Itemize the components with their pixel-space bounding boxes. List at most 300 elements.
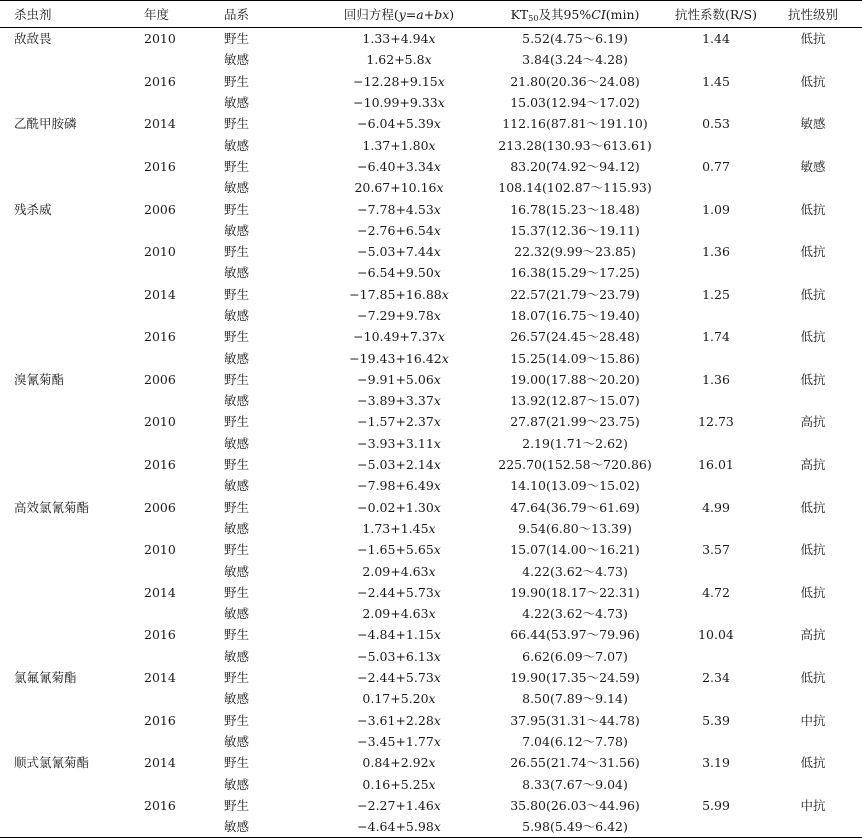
cell-level: 低抗	[800, 371, 826, 387]
cell-kt50: 15.37(12.36～19.11)	[510, 222, 640, 238]
cell-kt50: 4.22(3.62～4.73)	[522, 606, 628, 622]
cell-strain: 敏感	[224, 563, 250, 579]
cell-level: 敏感	[800, 158, 826, 174]
equation-variable: x	[433, 478, 441, 494]
cell-kt50: 15.03(12.94～17.02)	[510, 95, 640, 111]
equation-variable: x	[437, 329, 445, 345]
table-row	[0, 28, 862, 50]
cell-ratio	[668, 816, 764, 838]
cell-insecticide	[0, 731, 132, 752]
cell-ratio: 0.53	[702, 116, 730, 132]
cell-level	[764, 518, 862, 539]
cell-ratio: 12.73	[698, 414, 734, 430]
cell-insecticide	[0, 347, 132, 368]
cell-year: 2010	[144, 414, 176, 430]
cell-strain: 野生	[224, 244, 250, 260]
cell-year: 2016	[144, 712, 176, 728]
equation-variable: x	[433, 244, 441, 260]
cell-strain: 野生	[224, 116, 250, 132]
equation-value: −7.98+6.49	[357, 478, 434, 494]
cell-kt50: 2.19(1.71～2.62)	[522, 435, 628, 451]
cell-level	[764, 347, 862, 368]
cell-kt50: 16.38(15.29～17.25)	[510, 265, 640, 281]
cell-ratio	[668, 347, 764, 368]
cell-kt50: 16.78(15.23～18.48)	[510, 201, 640, 217]
cell-kt50: 112.16(87.81～191.10)	[502, 116, 648, 132]
header-level: 抗性级别	[764, 1, 862, 28]
cell-equation	[316, 475, 482, 496]
cell-kt50: 18.07(16.75～19.40)	[510, 308, 640, 323]
cell-kt50: 21.80(20.36～24.08)	[510, 73, 640, 89]
table-row	[0, 667, 862, 688]
header-strain: 品系	[206, 1, 316, 28]
cell-kt50: 19.90(18.17～22.31)	[510, 584, 640, 600]
cell-equation	[316, 28, 482, 50]
cell-ratio: 5.99	[702, 797, 730, 813]
cell-equation	[316, 752, 482, 773]
table-row	[0, 134, 862, 155]
equation-value: −3.93+3.11	[357, 435, 434, 451]
table-row	[0, 752, 862, 773]
cell-level: 高抗	[800, 414, 826, 430]
cell-year: 2006	[144, 201, 176, 217]
cell-ratio	[668, 518, 764, 539]
cell-equation	[316, 646, 482, 667]
equation-value: −5.03+7.44	[357, 244, 434, 260]
equation-variable: x	[433, 670, 441, 686]
header-kt50	[482, 1, 668, 28]
header-row	[0, 1, 862, 28]
equation-value: −3.45+1.77	[357, 733, 434, 749]
cell-kt50: 15.25(14.09～15.86)	[510, 350, 640, 366]
table-row	[0, 369, 862, 390]
cell-kt50: 19.90(17.35～24.59)	[510, 670, 640, 686]
cell-ratio: 1.44	[702, 31, 730, 47]
equation-value: −17.85+16.88	[349, 286, 442, 302]
cell-year: 2014	[144, 286, 176, 302]
cell-level	[764, 262, 862, 283]
cell-strain: 野生	[224, 797, 250, 813]
cell-strain: 野生	[224, 499, 250, 515]
table-row	[0, 454, 862, 475]
cell-ratio: 1.25	[702, 286, 730, 302]
cell-ratio: 3.57	[702, 542, 730, 558]
equation-variable: x	[428, 563, 436, 579]
cell-level	[764, 688, 862, 709]
cell-equation	[316, 262, 482, 283]
cell-kt50: 13.92(12.87～15.07)	[510, 393, 640, 409]
cell-strain: 野生	[224, 286, 250, 302]
cell-level: 高抗	[800, 627, 826, 643]
cell-level: 低抗	[800, 286, 826, 302]
cell-insecticide	[0, 560, 132, 581]
equation-variable: x	[441, 350, 449, 366]
cell-strain: 野生	[224, 670, 250, 686]
cell-year: 2010	[144, 542, 176, 558]
equation-value: −19.43+16.42	[349, 350, 442, 366]
cell-strain: 敏感	[224, 520, 250, 536]
cell-insecticide	[0, 710, 132, 731]
table-row	[0, 603, 862, 624]
cell-year	[132, 560, 206, 581]
equation-value: −2.44+5.73	[357, 584, 434, 600]
cell-year	[132, 603, 206, 624]
cell-insecticide	[0, 603, 132, 624]
cell-kt50: 15.07(14.00～16.21)	[510, 542, 640, 558]
equation-variable: x	[433, 733, 441, 749]
cell-ratio	[668, 390, 764, 411]
cell-equation	[316, 198, 482, 219]
cell-strain: 敏感	[224, 435, 250, 451]
table-row	[0, 49, 862, 70]
cell-equation	[316, 582, 482, 603]
cell-year: 2006	[144, 499, 176, 515]
cell-kt50: 108.14(102.87～115.93)	[498, 180, 652, 196]
cell-strain: 敏感	[224, 393, 250, 409]
table-row	[0, 497, 862, 518]
equation-variable: x	[428, 691, 436, 707]
equation-value: −6.40+3.34	[357, 158, 434, 174]
equation-value: 1.33+4.94	[362, 31, 429, 47]
header-equation	[316, 1, 482, 28]
equation-value: −7.29+9.78	[357, 308, 434, 323]
cell-kt50: 22.57(21.79～23.79)	[510, 286, 640, 302]
equation-value: 2.09+4.63	[362, 563, 429, 579]
cell-ratio	[668, 92, 764, 113]
header-kt-mid: 及其95%	[538, 7, 592, 22]
cell-ratio	[668, 475, 764, 496]
cell-strain: 野生	[224, 414, 250, 430]
cell-ratio: 4.99	[702, 499, 730, 515]
cell-ratio: 4.72	[702, 584, 730, 600]
cell-insecticide: 溴氰菊酯	[14, 371, 65, 387]
equation-variable: x	[433, 265, 441, 281]
equation-variable: x	[437, 95, 445, 111]
cell-insecticide: 残杀威	[14, 201, 52, 217]
cell-ratio: 3.19	[702, 755, 730, 771]
header-kt-sub: 50	[528, 14, 539, 23]
equation-variable: x	[428, 137, 436, 153]
cell-kt50: 5.98(5.49～6.42)	[482, 816, 668, 838]
cell-insecticide: 高效氯氰菊酯	[14, 499, 90, 515]
equation-value: 1.62+5.8	[366, 52, 425, 68]
cell-strain: 野生	[224, 542, 250, 558]
cell-year: 2016	[144, 158, 176, 174]
cell-equation	[316, 773, 482, 794]
equation-variable: x	[433, 201, 441, 217]
cell-level	[764, 646, 862, 667]
cell-strain: 野生	[224, 627, 250, 643]
cell-equation	[316, 603, 482, 624]
cell-year	[132, 134, 206, 155]
cell-ratio: 16.01	[698, 457, 734, 473]
table-row	[0, 773, 862, 794]
table-row	[0, 816, 862, 838]
equation-variable: x	[433, 222, 441, 238]
cell-year	[132, 646, 206, 667]
cell-equation	[316, 795, 482, 816]
cell-strain: 敏感	[224, 137, 250, 153]
cell-ratio	[668, 688, 764, 709]
cell-strain: 野生	[224, 457, 250, 473]
table-row	[0, 156, 862, 177]
cell-strain: 敏感	[224, 606, 250, 622]
cell-equation	[316, 134, 482, 155]
equation-variable: x	[433, 627, 441, 643]
cell-level	[764, 433, 862, 454]
table-row	[0, 390, 862, 411]
table-row	[0, 560, 862, 581]
cell-kt50: 83.20(74.92～94.12)	[510, 158, 640, 174]
cell-kt50: 47.64(36.79～61.69)	[510, 499, 640, 515]
cell-ratio: 0.77	[702, 158, 730, 174]
cell-insecticide	[0, 646, 132, 667]
cell-year	[132, 220, 206, 241]
cell-insecticide	[0, 326, 132, 347]
equation-variable: x	[433, 414, 441, 430]
cell-level	[764, 92, 862, 113]
equation-variable: x	[428, 755, 436, 771]
cell-strain: 敏感	[224, 222, 250, 238]
cell-insecticide	[0, 518, 132, 539]
cell-equation	[316, 731, 482, 752]
cell-ratio: 1.74	[702, 329, 730, 345]
cell-year: 2010	[144, 31, 176, 47]
equation-value: −5.03+2.14	[357, 457, 434, 473]
cell-level	[764, 731, 862, 752]
cell-equation	[316, 241, 482, 262]
cell-year: 2014	[144, 670, 176, 686]
cell-year	[132, 390, 206, 411]
cell-insecticide	[0, 134, 132, 155]
cell-equation	[316, 49, 482, 70]
table-row	[0, 177, 862, 198]
cell-insecticide: 乙酰甲胺磷	[14, 116, 77, 132]
equation-value: −0.02+1.30	[357, 499, 434, 515]
cell-equation	[316, 433, 482, 454]
cell-insecticide	[0, 390, 132, 411]
cell-ratio	[668, 773, 764, 794]
equation-value: −6.04+5.39	[357, 116, 434, 132]
cell-level	[764, 390, 862, 411]
cell-year	[132, 475, 206, 496]
equation-variable: x	[433, 371, 441, 387]
cell-ratio	[668, 220, 764, 241]
cell-equation	[316, 369, 482, 390]
cell-insecticide	[0, 475, 132, 496]
cell-kt50: 19.00(17.88～20.20)	[510, 371, 640, 387]
cell-insecticide: 顺式氯氰菊酯	[14, 755, 90, 771]
cell-kt50: 225.70(152.58～720.86)	[498, 457, 652, 473]
equation-value: −6.54+9.50	[357, 265, 434, 281]
header-insecticide: 杀虫剂	[0, 1, 132, 28]
equation-variable: x	[433, 819, 441, 835]
cell-year: 2006	[144, 371, 176, 387]
cell-kt50: 4.22(3.62～4.73)	[522, 563, 628, 579]
cell-strain: 敏感	[224, 776, 250, 792]
cell-equation	[316, 411, 482, 432]
cell-insecticide: 氯氟氰菊酯	[14, 670, 77, 686]
cell-year: 2014	[144, 755, 176, 771]
cell-strain: 野生	[224, 73, 250, 89]
cell-level: 低抗	[800, 244, 826, 260]
cell-strain: 敏感	[224, 733, 250, 749]
cell-level	[764, 603, 862, 624]
equation-value: −12.28+9.15	[353, 73, 438, 89]
table-row	[0, 624, 862, 645]
cell-equation	[316, 667, 482, 688]
cell-strain: 敏感	[224, 478, 250, 494]
equation-value: −4.64+5.98	[357, 819, 434, 835]
cell-equation	[316, 454, 482, 475]
cell-kt50: 26.55(21.74～31.56)	[510, 755, 640, 771]
cell-year: 2014	[144, 116, 176, 132]
cell-equation	[316, 518, 482, 539]
equation-variable: x	[433, 308, 441, 323]
table-row	[0, 305, 862, 326]
cell-year: 2014	[144, 584, 176, 600]
equation-value: −3.61+2.28	[357, 712, 434, 728]
equation-value: −4.84+1.15	[357, 627, 434, 643]
equation-variable: x	[436, 180, 444, 196]
cell-kt50: 9.54(6.80～13.39)	[518, 520, 632, 536]
cell-equation	[316, 92, 482, 113]
equation-value: −2.76+6.54	[357, 222, 434, 238]
table-row	[0, 646, 862, 667]
cell-kt50: 3.84(3.24～4.28)	[522, 52, 628, 68]
cell-insecticide: 敌敌畏	[14, 31, 52, 47]
equation-variable: x	[433, 435, 441, 451]
equation-value: −10.49+7.37	[353, 329, 438, 345]
table-row	[0, 92, 862, 113]
cell-insecticide	[0, 220, 132, 241]
equation-value: −7.78+4.53	[357, 201, 434, 217]
cell-year	[132, 177, 206, 198]
cell-year	[132, 518, 206, 539]
equation-value: −5.03+6.13	[357, 648, 434, 664]
cell-insecticide	[0, 411, 132, 432]
cell-year: 2010	[144, 244, 176, 260]
cell-insecticide	[0, 71, 132, 92]
cell-equation	[316, 71, 482, 92]
equation-variable: x	[433, 393, 441, 409]
cell-strain: 敏感	[224, 308, 250, 323]
cell-equation	[316, 624, 482, 645]
cell-level	[764, 305, 862, 326]
header-ratio: 抗性系数(R/S)	[668, 1, 764, 28]
cell-level: 低抗	[800, 542, 826, 558]
cell-strain: 野生	[224, 329, 250, 345]
cell-level: 低抗	[800, 31, 826, 47]
header-equation-prefix: 回归方程(	[343, 7, 399, 22]
cell-kt50: 22.32(9.99～23.85)	[514, 244, 636, 260]
equation-variable: x	[433, 457, 441, 473]
cell-insecticide	[0, 773, 132, 794]
cell-equation	[316, 688, 482, 709]
equation-variable: x	[441, 286, 449, 302]
table-row	[0, 475, 862, 496]
table-row	[0, 262, 862, 283]
cell-ratio	[668, 560, 764, 581]
cell-strain: 野生	[224, 712, 250, 728]
cell-ratio	[668, 603, 764, 624]
cell-year	[132, 433, 206, 454]
equation-value: −1.57+2.37	[357, 414, 434, 430]
equation-value: −9.91+5.06	[357, 371, 434, 387]
cell-year: 2016	[144, 457, 176, 473]
cell-level	[764, 475, 862, 496]
cell-ratio	[668, 646, 764, 667]
table-row	[0, 795, 862, 816]
equation-value: −2.44+5.73	[357, 670, 434, 686]
cell-strain: 敏感	[224, 648, 250, 664]
cell-level: 低抗	[800, 670, 826, 686]
cell-year	[132, 92, 206, 113]
cell-equation	[316, 710, 482, 731]
cell-strain: 敏感	[206, 816, 316, 838]
table-row	[0, 71, 862, 92]
equation-value: −10.99+9.33	[353, 95, 438, 111]
cell-equation	[316, 497, 482, 518]
table-row	[0, 433, 862, 454]
cell-ratio	[668, 262, 764, 283]
equation-value: 0.84+2.92	[362, 755, 429, 771]
equation-variable: x	[433, 712, 441, 728]
cell-strain: 野生	[224, 755, 250, 771]
table-row	[0, 518, 862, 539]
cell-level: 低抗	[800, 499, 826, 515]
equation-value: 2.09+4.63	[362, 606, 429, 622]
cell-insecticide	[0, 49, 132, 70]
header-kt-ci: CI	[591, 7, 606, 22]
cell-level: 敏感	[800, 116, 826, 132]
equation-value: 20.67+10.16	[354, 180, 437, 196]
cell-kt50: 8.33(7.67～9.04)	[522, 776, 628, 792]
cell-ratio: 10.04	[698, 627, 734, 643]
equation-variable: x	[433, 542, 441, 558]
cell-ratio	[668, 49, 764, 70]
cell-insecticide	[0, 539, 132, 560]
equation-variable: x	[428, 606, 436, 622]
equation-value: 1.37+1.80	[362, 137, 429, 153]
cell-ratio	[668, 433, 764, 454]
cell-insecticide	[0, 795, 132, 816]
cell-equation	[316, 177, 482, 198]
equation-value: 0.16+5.25	[362, 776, 429, 792]
cell-strain: 敏感	[224, 350, 250, 366]
cell-equation	[316, 390, 482, 411]
cell-equation	[316, 113, 482, 134]
cell-year	[132, 773, 206, 794]
cell-strain: 敏感	[224, 265, 250, 281]
cell-equation	[316, 326, 482, 347]
cell-year	[132, 262, 206, 283]
cell-year	[132, 731, 206, 752]
cell-year: 2016	[144, 329, 176, 345]
cell-equation	[316, 220, 482, 241]
cell-strain: 敏感	[224, 52, 250, 68]
equation-variable: x	[433, 499, 441, 515]
cell-level: 低抗	[800, 755, 826, 771]
equation-variable: x	[433, 797, 441, 813]
cell-ratio: 2.34	[702, 670, 730, 686]
cell-level	[764, 49, 862, 70]
cell-kt50: 26.57(24.45～28.48)	[510, 329, 640, 345]
cell-kt50: 6.62(6.09～7.07)	[522, 648, 628, 664]
cell-insecticide	[0, 582, 132, 603]
equation-variable: x	[428, 520, 436, 536]
cell-strain: 野生	[224, 584, 250, 600]
